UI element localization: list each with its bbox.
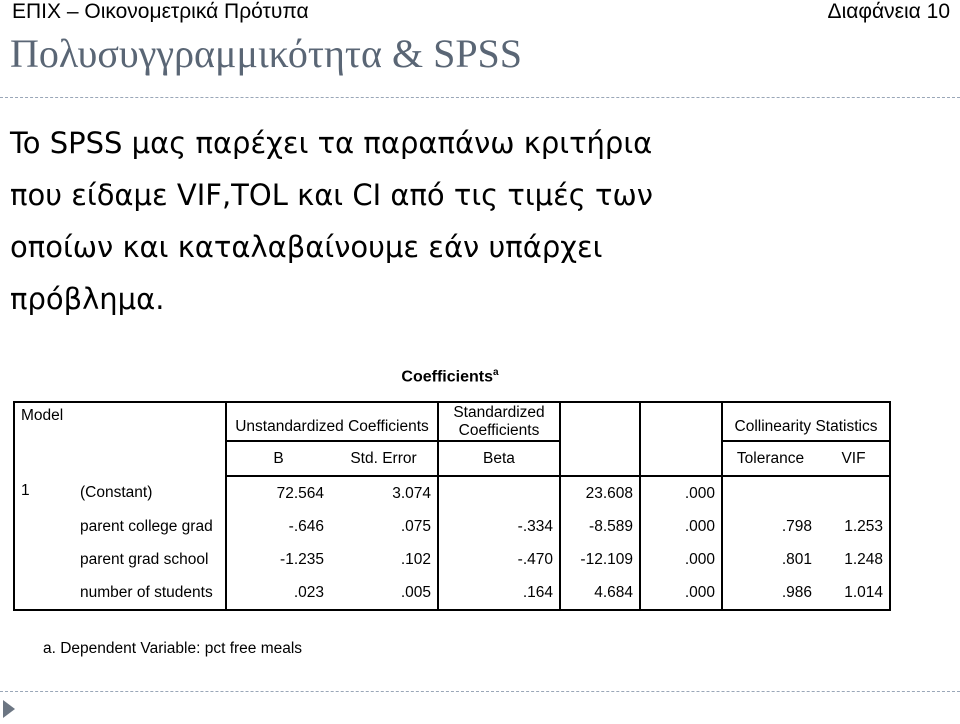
std-header [438,402,560,441]
model-number: 1 [21,482,30,499]
cell-vif: 1.248 [844,550,883,568]
cell-se: .075 [400,517,431,535]
cell-sig: .000 [640,543,722,576]
table-row [14,476,890,510]
collinearity-header: Collinearity Statistics [722,402,890,441]
table-row [14,576,890,610]
header-divider [0,97,960,98]
header-row-1 [14,402,890,441]
cell-sig: .000 [640,476,722,510]
cell-se: 3.074 [392,484,431,502]
cell-sig: .000 [640,576,722,610]
course-title: ΕΠΙΧ – Οικονομετρικά Πρότυπα [12,0,309,23]
cell-beta [438,476,560,510]
cell-b: -1.235 [226,543,330,576]
unstd-header: Unstandardized Coefficients [226,402,438,441]
row-label: number of students [80,583,213,601]
cell-tol [722,476,818,510]
cell-tol: .798 [722,510,818,543]
cell-t: -8.589 [560,510,640,543]
cell-t: -12.109 [560,543,640,576]
slide-number: Διαφάνεια 10 [827,0,950,23]
table-row [14,510,890,543]
row-label: parent college grad [80,517,213,535]
table-footnote: a. Dependent Variable: pct free meals [43,640,303,657]
cell-tol: .986 [722,576,818,610]
row-label: (Constant) [80,484,153,501]
sub-header-tol: Tolerance [722,441,818,476]
cell-se: .102 [400,550,431,568]
triangle-arrow-icon [3,700,15,718]
sub-header-vif: VIF [818,441,890,476]
table-row [14,543,890,576]
std-header-line2: Coefficients [458,421,540,439]
t-header-spacer [560,402,640,476]
cell-se: .005 [400,583,431,601]
cell-b: -.646 [226,510,330,543]
sig-header-spacer [640,402,722,476]
footer-divider [0,691,960,692]
model-header: Model [21,407,64,424]
table-caption-sup: a [493,367,499,378]
cell-beta: .164 [438,576,560,610]
cell-vif [818,476,890,510]
slide-title: Πολυσυγγραμμικότητα & SPSS [10,31,523,76]
table-caption [0,367,900,386]
cell-sig: .000 [640,510,722,543]
cell-vif: 1.253 [844,517,883,535]
sub-header-beta: Beta [438,441,560,476]
std-header-line1: Standardized [453,403,545,421]
cell-vif: 1.014 [844,583,883,601]
row-label: parent grad school [80,550,209,568]
sub-header-b: B [226,441,330,476]
table-caption-text: Coefficients [401,368,493,386]
cell-beta: -.470 [438,543,560,576]
coefficients-table [13,401,891,611]
body-text: To SPSS μας παρέχει τα παραπάνω κριτήρια που είδαμε VIF,TOL και CI από τις τιμές των οποίων και καταλαβαίνουμε εάν υπάρχει πρόβλημα. [10,126,653,316]
cell-b: 72.564 [226,476,330,510]
cell-beta: -.334 [438,510,560,543]
cell-tol: .801 [722,543,818,576]
cell-b: .023 [226,576,330,610]
sub-header-se: Std. Error [330,441,438,476]
cell-t: 4.684 [560,576,640,610]
cell-t: 23.608 [560,476,640,510]
